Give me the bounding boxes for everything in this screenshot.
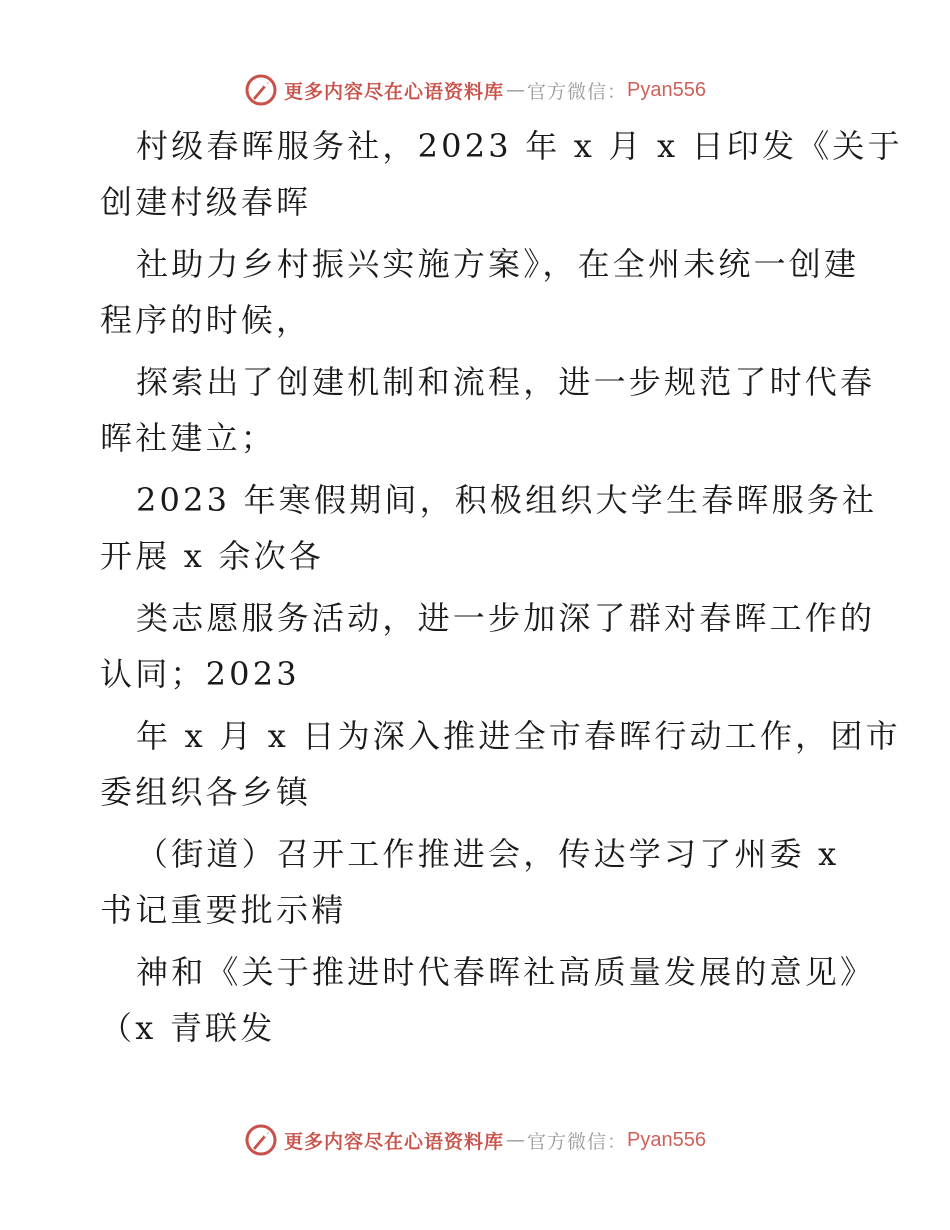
text-line: 创建村级春晖 — [100, 183, 312, 221]
text-line: 村级春晖服务社，2023 年 x 月 x 日印发《关于 — [136, 127, 903, 165]
text-line: 2023 年寒假期间，积极组织大学生春晖服务社 — [136, 481, 878, 519]
text-line: 委组织各乡镇 — [100, 773, 312, 811]
separator-dash: — — [506, 79, 526, 101]
promo-text: 更多内容尽在心语资料库 — [284, 1130, 505, 1153]
text-line: （街道）召开工作推进会，传达学习了州委 x — [136, 835, 840, 873]
text-line: 认同；2023 — [100, 655, 300, 693]
text-line: 神和《关于推进时代春晖社高质量发展的意见》 — [136, 953, 876, 991]
text-line: 书记重要批示精 — [100, 891, 347, 929]
pen-nib-logo-icon — [244, 73, 278, 107]
text-line: 晖社建立； — [100, 419, 277, 457]
text-line: 年 x 月 x 日为深入推进全市春晖行动工作，团市 — [136, 717, 901, 755]
text-line: 社助力乡村振兴实施方案》，在全州未统一创建 — [136, 245, 860, 283]
text-line: 类志愿服务活动，进一步加深了群对春晖工作的 — [136, 599, 876, 637]
text-line: 探索出了创建机制和流程，进一步规范了时代春 — [136, 363, 876, 401]
wechat-id: Pyan556 — [627, 1128, 706, 1151]
footer-banner — [0, 1120, 950, 1160]
promo-text: 更多内容尽在心语资料库 — [284, 80, 505, 103]
header-banner — [0, 70, 950, 110]
separator-dash: — — [506, 1129, 526, 1151]
wechat-label: 官方微信： — [527, 1130, 628, 1153]
text-line: （x 青联发 — [100, 1009, 276, 1047]
wechat-label: 官方微信： — [527, 80, 628, 103]
wechat-id: Pyan556 — [627, 78, 706, 101]
text-line: 程序的时候， — [100, 301, 312, 339]
pen-nib-logo-icon — [244, 1123, 278, 1157]
text-line: 开展 x 余次各 — [100, 537, 324, 575]
